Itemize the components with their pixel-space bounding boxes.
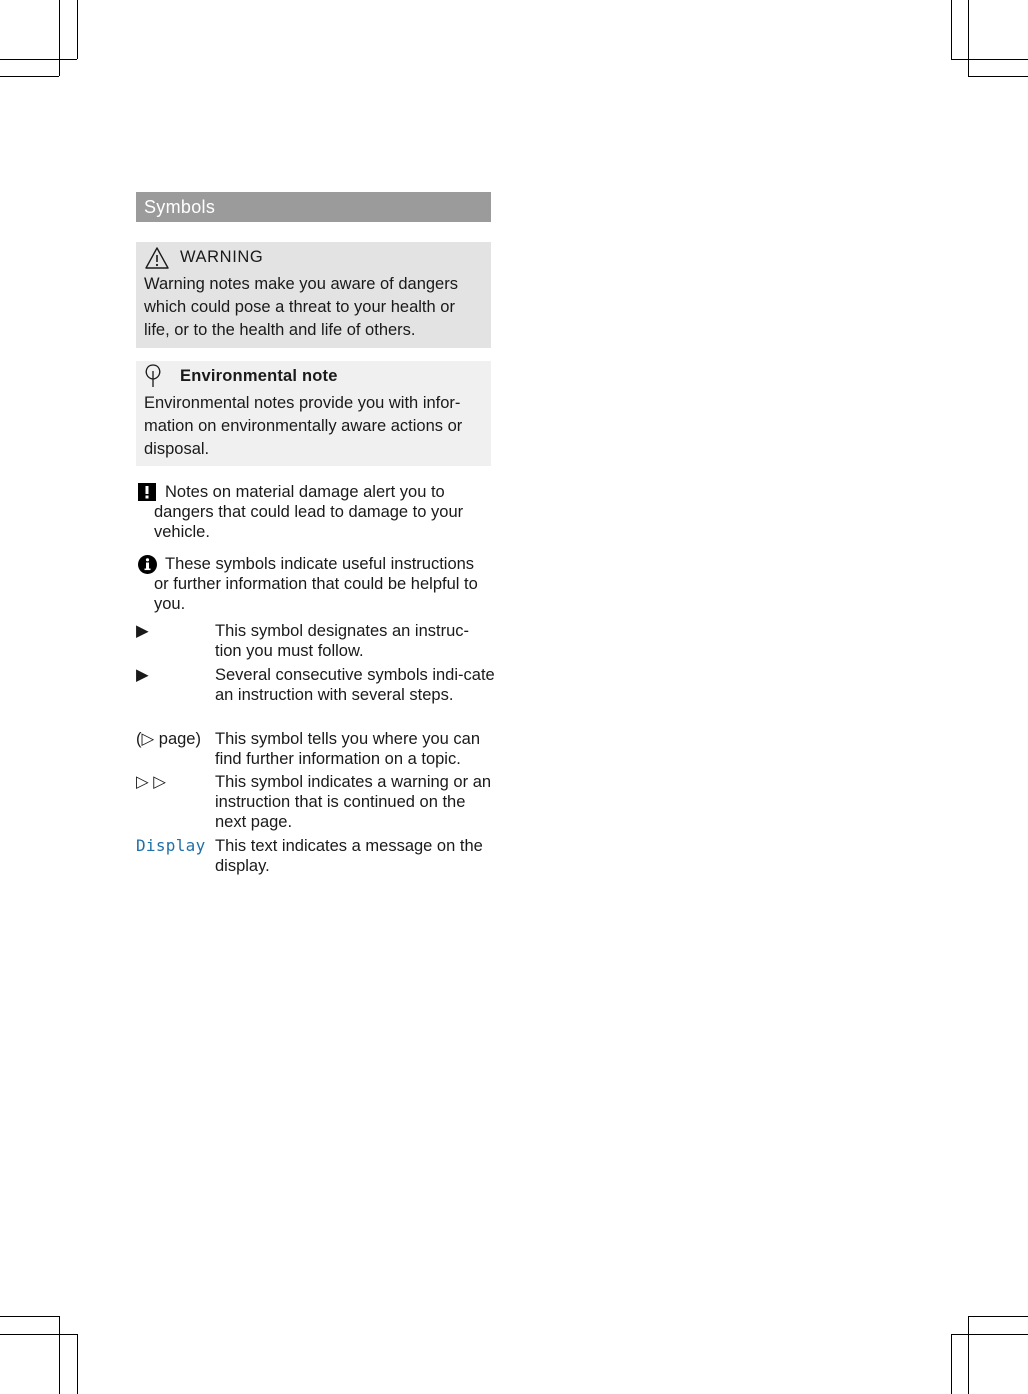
info-note (136, 554, 491, 616)
warning-title: WARNING (180, 248, 264, 266)
environmental-note-title: Environmental note (180, 367, 338, 385)
info-rest: or further information that could be helpful to you. (154, 575, 478, 613)
warning-box (136, 242, 491, 348)
crop-mark-top-left-v (59, 0, 60, 76)
section-title: Symbols (136, 192, 491, 222)
leaf-icon (142, 363, 164, 394)
definition-text: This symbol indicates a warning or an instruction that is continued on the next page. (215, 773, 492, 831)
crop-mark-top-right-h (951, 59, 1028, 60)
definition-row-instruction (136, 621, 496, 663)
warning-line: which could pose a threat to your health or (144, 298, 455, 316)
double-triangle-icon: ▷ ▷ (136, 773, 166, 791)
environmental-line: disposal. (144, 440, 210, 458)
environmental-note-box (136, 361, 491, 466)
warning-text (144, 273, 484, 342)
crop-mark-top-left-v2 (77, 0, 78, 59)
warning-line: life, or to the health and life of others. (144, 321, 416, 339)
material-damage-rest: dangers that could lead to damage to your vehicle. (154, 503, 464, 541)
crop-mark-bottom-left-v2 (77, 1334, 78, 1394)
definition-text: Several consecutive symbols indi-cate an instruction with several steps. (215, 666, 495, 704)
page-reference-key: (▷ page) (136, 730, 201, 748)
warning-line: Warning notes make you aware of dangers (144, 275, 458, 293)
definition-text: This symbol designates an instruc-tion you must follow. (215, 622, 470, 660)
environmental-line: mation on environmentally aware actions or (144, 417, 463, 435)
play-arrow-icon: ▶ (136, 622, 149, 640)
definition-row-continued (136, 772, 496, 834)
crop-mark-bottom-right-v (968, 1316, 969, 1394)
definition-text: This text indicates a message on the display. (215, 837, 483, 875)
warning-triangle-icon (144, 246, 170, 275)
crop-mark-bottom-left-v (59, 1316, 60, 1394)
crop-mark-top-right-v2 (968, 0, 969, 76)
crop-mark-bottom-right-h (968, 1316, 1028, 1317)
crop-mark-top-left-h2 (0, 76, 59, 77)
material-damage-line1: Notes on material damage alert you to (165, 483, 445, 501)
crop-mark-top-right-h2 (968, 76, 1028, 77)
material-damage-note (136, 482, 491, 544)
definition-row-page-ref (136, 729, 496, 771)
crop-mark-top-left-h (0, 59, 77, 60)
definition-row-steps (136, 665, 496, 727)
crop-mark-bottom-right-v2 (951, 1334, 952, 1394)
definition-row-display (136, 836, 496, 878)
play-arrow-icon: ▶ (136, 666, 149, 684)
environmental-note-text (144, 392, 484, 461)
definition-text: This symbol tells you where you can find further information on a topic. (215, 730, 481, 768)
crop-mark-top-right-v (951, 0, 952, 59)
info-line1: These symbols indicate useful instructions (165, 555, 475, 573)
environmental-line: Environmental notes provide you with infor- (144, 394, 461, 412)
crop-mark-bottom-left-h (0, 1316, 59, 1317)
crop-mark-bottom-left-h2 (0, 1334, 77, 1335)
crop-mark-bottom-right-h2 (951, 1334, 1028, 1335)
display-key: Display (136, 836, 206, 855)
